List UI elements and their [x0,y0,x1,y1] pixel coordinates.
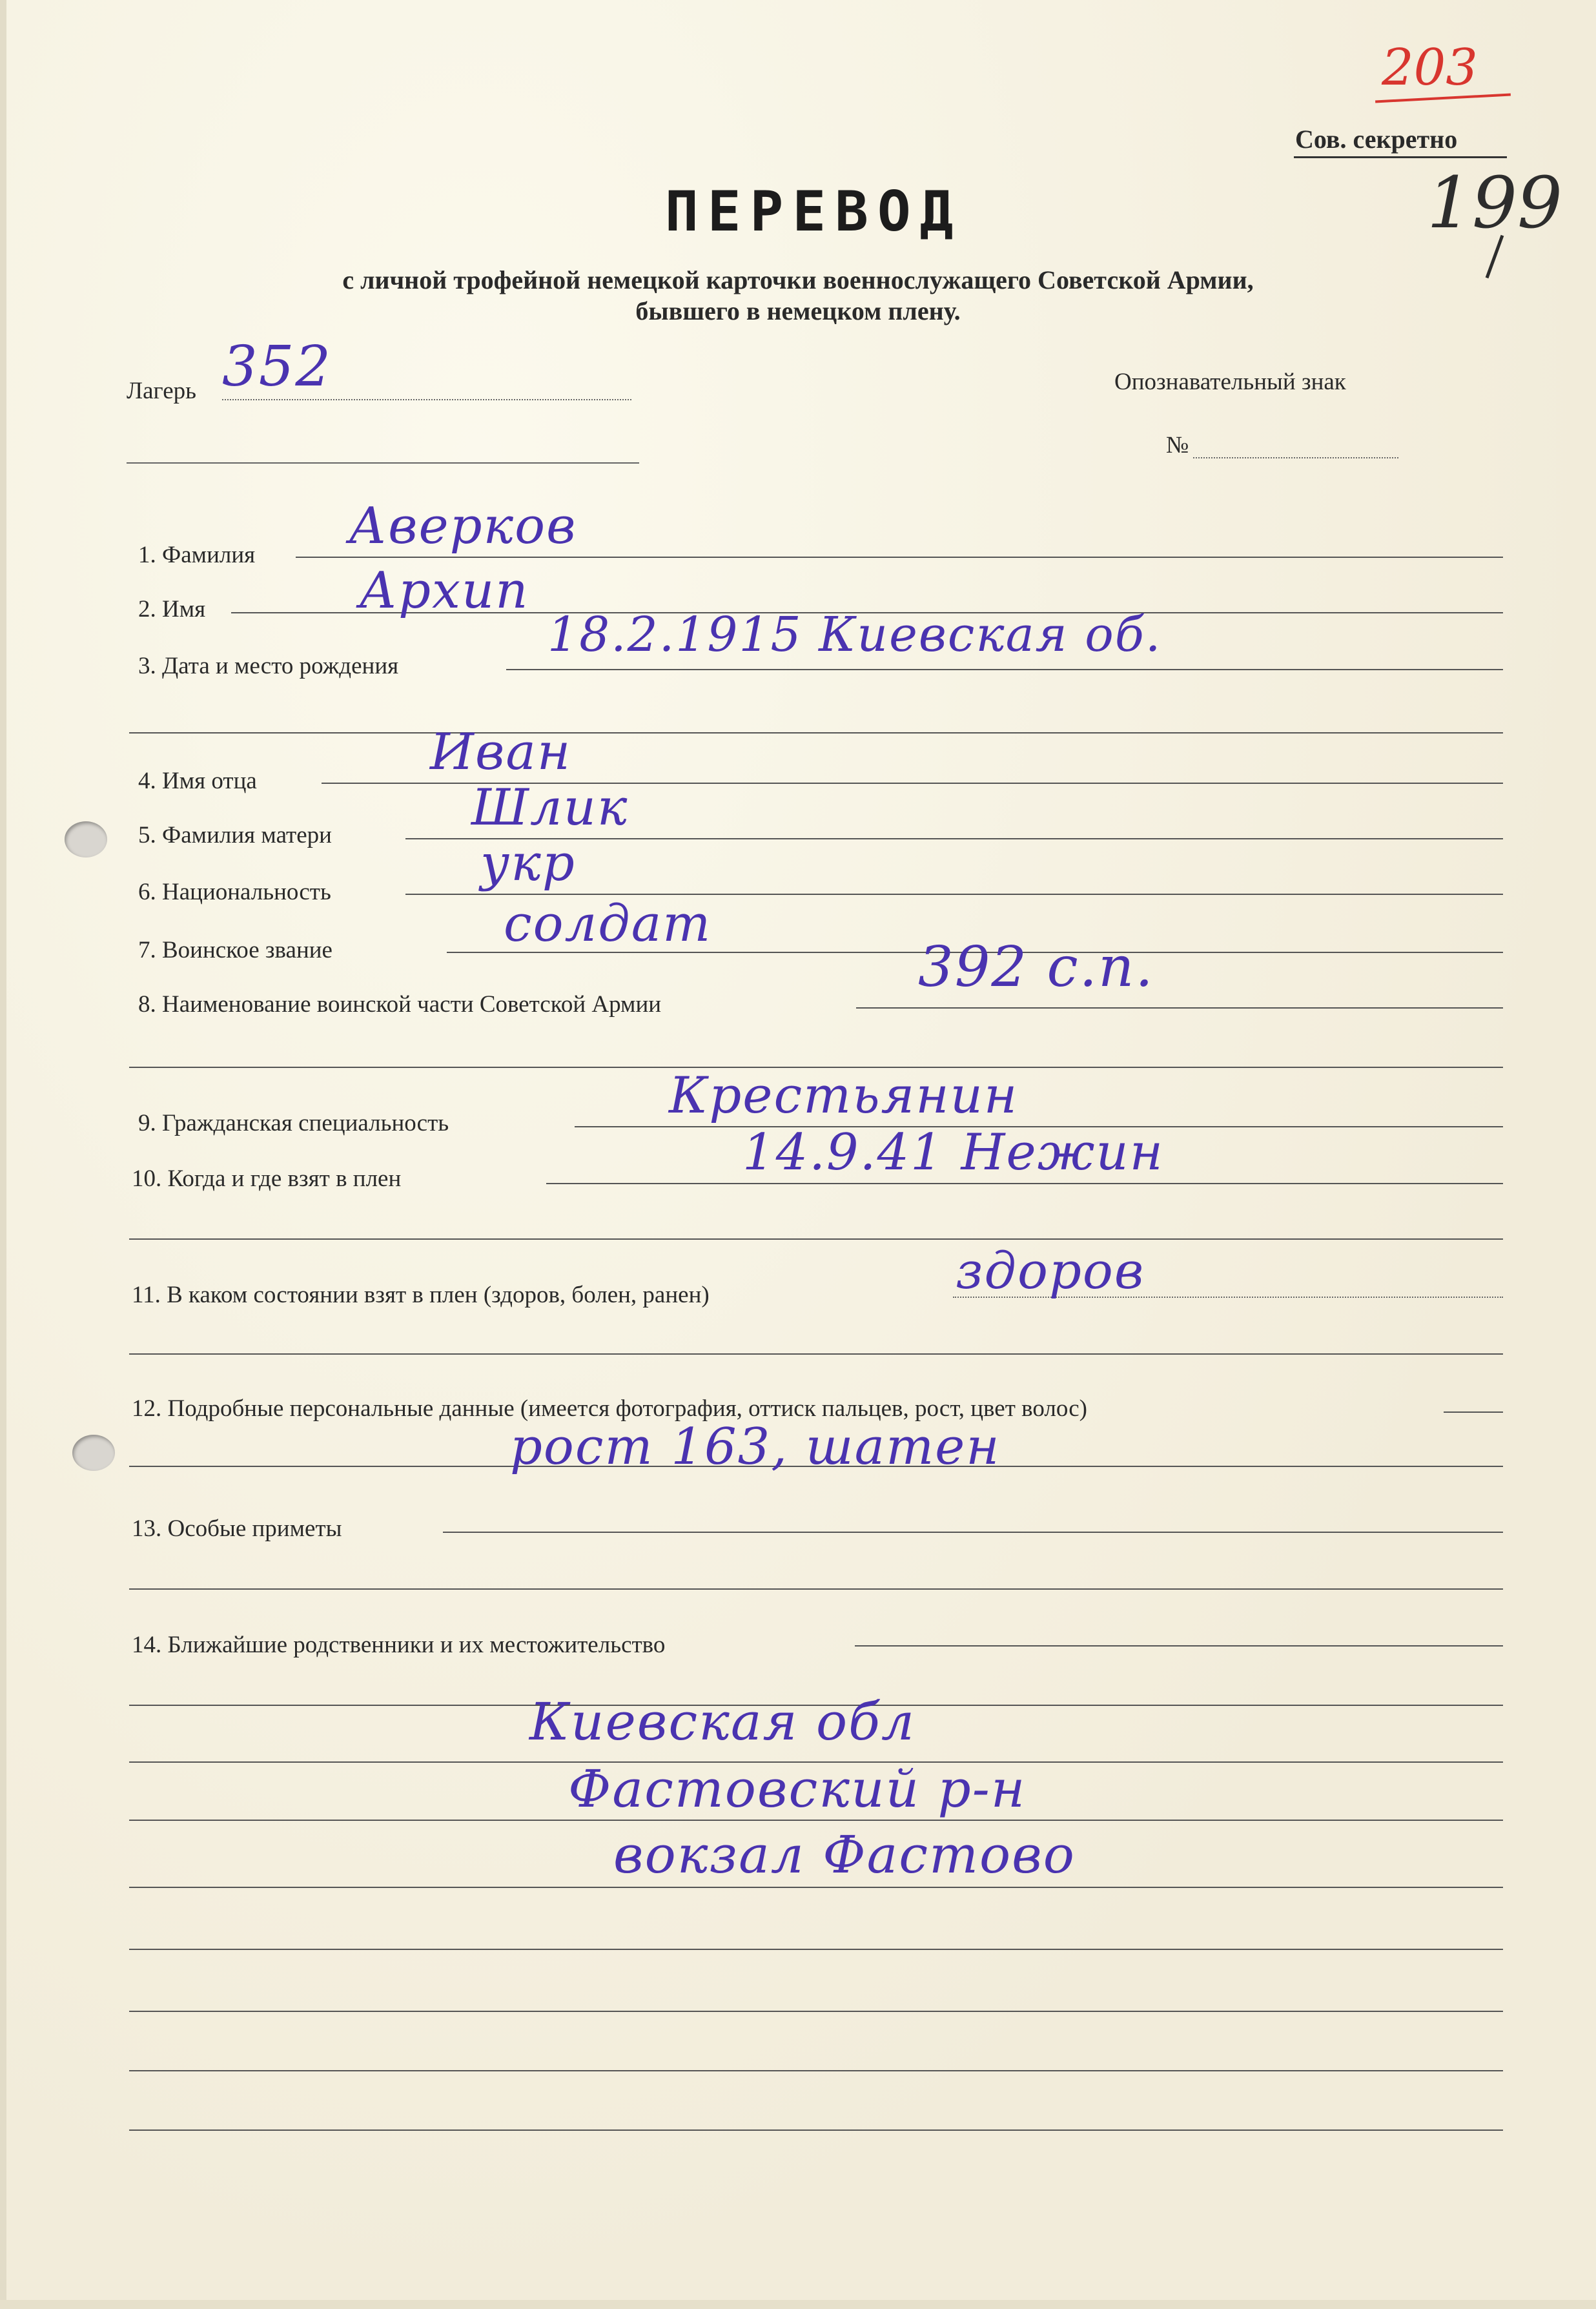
archive-number: 199 [1427,161,1562,244]
field-label-marks: 13. Особые приметы [132,1515,342,1542]
field-line-condition-2 [129,1353,1503,1355]
classification-underline [1294,156,1507,158]
field-value-relatives-line-3: вокзал Фастово [613,1825,1076,1885]
field-label-rank: 7. Воинское звание [138,937,332,963]
field-value-father: Иван [430,723,572,781]
field-value-personal: рост 163, шатен [510,1418,1001,1476]
field-line-relatives-7 [129,2011,1503,2012]
field-value-birth: 18.2.1915 Киевская об. [547,607,1162,662]
field-value-relatives-line-1: Киевская обл [529,1692,916,1752]
id-tag-line [1193,457,1398,458]
field-label-surname: 1. Фамилия [138,542,256,568]
page-title: ПЕРЕВОД [665,180,963,244]
field-value-condition: здоров [956,1242,1145,1300]
field-label-capture: 10. Когда и где взят в плен [132,1165,402,1192]
field-line-birth [506,669,1503,670]
subtitle-line-2: бывшего в немецком плену. [635,296,961,325]
field-line-unit [856,1007,1503,1009]
id-tag-label: Опознавательный знак [1114,369,1346,395]
field-label-mother: 5. Фамилия матери [138,822,332,848]
field-label-condition: 11. В каком состоянии взят в плен (здоров, болен, ранен) [132,1282,710,1308]
field-label-relatives: 14. Ближайшие родственники и их местожительство [132,1632,666,1658]
field-line-relatives-8 [129,2070,1503,2071]
field-line-birth-2 [129,732,1503,734]
camp-extra-line [127,462,639,464]
page-edge [0,0,6,2309]
punch-hole [72,1435,115,1471]
field-line-relatives [855,1645,1503,1647]
field-value-name: Архип [359,562,529,620]
field-label-nationality: 6. Национальность [138,879,331,905]
field-value-unit: 392 с.п. [918,935,1154,1000]
field-label-profession: 9. Гражданская специальность [138,1110,449,1136]
camp-line [222,399,631,400]
field-line-marks-2 [129,1588,1503,1590]
field-line-personal [1444,1411,1503,1413]
field-value-surname: Аверков [349,497,577,555]
field-line-relatives-5 [129,1887,1503,1888]
field-line-marks [443,1532,1503,1533]
field-label-name: 2. Имя [138,596,206,622]
field-label-unit: 8. Наименование воинской части Советской Армии [138,991,662,1018]
field-value-nationality: укр [480,834,576,892]
field-label-birth: 3. Дата и место рождения [138,653,399,679]
field-value-profession: Крестьянин [669,1067,1019,1125]
field-line-capture-2 [129,1238,1503,1240]
field-line-relatives-9 [129,2129,1503,2131]
field-value-mother: Шлик [471,779,629,837]
field-line-capture [546,1183,1503,1184]
camp-label: Лагерь [127,378,197,404]
field-line-relatives-4 [129,1820,1503,1821]
field-line-surname [296,557,1503,558]
field-line-relatives-6 [129,1949,1503,1950]
camp-value: 352 [222,334,332,399]
field-value-rank: солдат [504,895,712,953]
id-tag-number-label: № [1166,432,1189,458]
field-label-father: 4. Имя отца [138,768,257,794]
subtitle-line-1: с личной трофейной немецкой карточки военнослужащего Советской Армии, [342,265,1254,294]
field-label-personal: 12. Подробные персональные данные (имеется фотография, оттиск пальцев, рост, цвет волос) [132,1395,1087,1422]
field-value-capture: 14.9.41 Нежин [742,1124,1164,1182]
classification-stamp: Сов. секретно [1295,125,1458,154]
field-value-relatives-line-2: Фастовский р-н [568,1759,1027,1819]
punch-hole [65,821,107,857]
archive-number-old: 203 [1382,39,1478,97]
page-edge-bottom [0,2300,1596,2309]
